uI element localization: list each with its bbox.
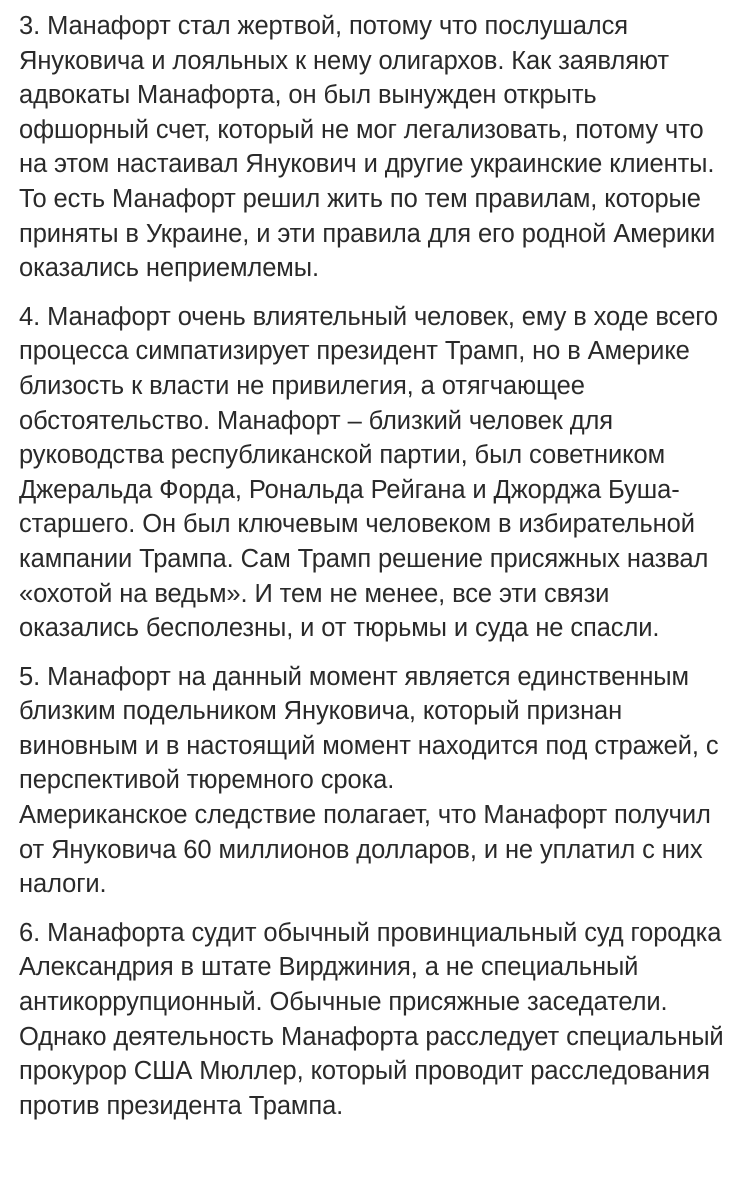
paragraph-4-number: 4.: [19, 302, 41, 331]
paragraph-5-continuation: Американское следствие полагает, что Манафорт получил от Януковича 60 миллионов долларов, и не уплатил с них налоги.: [19, 801, 711, 899]
paragraph-3-text: Манафорт стал жертвой, потому что послушался Януковича и лояльных к нему олигархов. Как заявляют адвокаты Манафорта, он был вынужден открыть офшорный счет, который не мог легализовать, потому что на этом настаивал Янукович и другие украинские клиенты. То есть Манафорт решил жить по тем правилам, которые приняты в Украине, и эти правила для его родной Америки оказались неприемлемы.: [19, 12, 716, 283]
paragraph-3-number: 3.: [19, 12, 41, 40]
paragraph-5-text: Манафорт на данный момент является единственным близким подельником Януковича, который признан виновным и в настоящий момент находится под стражей, с перспективой тюремного срока.: [19, 662, 719, 795]
paragraph-4-text: Манафорт очень влиятельный человек, ему в ходе всего процесса симпатизирует президент Трамп, но в Америке близость к власти не привилегия, а отягчающее обстоятельство. Манафорт – близкий человек для руководства республиканской партии, был советником Джеральда Форда, Рональда Рейгана и Джорджа Буша-старшего. Он был ключевым человеком в избирательной кампании Трампа. Сам Трамп решение присяжных назвал «охотой на ведьм». И тем не менее, все эти связи оказались бесполезны, и от тюрьмы и суда не спасли.: [19, 302, 719, 643]
paragraph-3: [19, 9, 725, 286]
paragraph-6-text: Манафорта судит обычный провинциальный суд городка Александрия в штате Вирджиния, а не специальный антикоррупционный. Обычные присяжные заседатели. Однако деятельность Манафорта расследует специальный прокурор США Мюллер, который проводит расследования против президента Трампа.: [19, 918, 724, 1120]
paragraph-6-number: 6.: [19, 918, 41, 947]
paragraph-5: [19, 660, 725, 798]
paragraph-6: [19, 916, 725, 1124]
paragraph-5-number: 5.: [19, 662, 41, 691]
paragraph-4: [19, 300, 725, 646]
